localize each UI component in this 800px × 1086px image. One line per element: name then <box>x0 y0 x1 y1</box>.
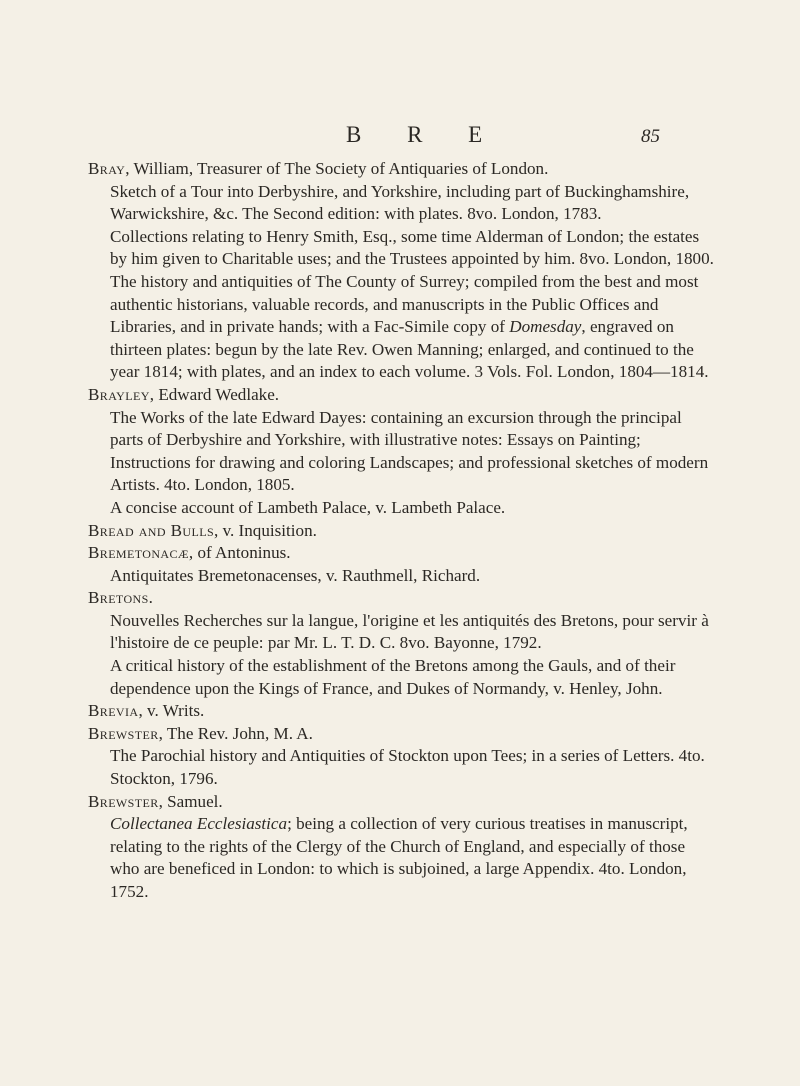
work-item: The Parochial history and Antiquities of Stockton upon Tees; in a series of Letters. 4to. Stockton, 1796. <box>110 746 705 789</box>
entry-bray <box>88 158 718 384</box>
entry-heading-name: Brewster <box>88 723 159 743</box>
entry-heading-name: Brayley <box>88 384 150 404</box>
work-item: The history and antiquities of The County of Surrey; compiled from the best and most authentic historians, valuable records, and manuscripts in the Public Offices and Libraries, and in private hands; with a Fac-Simile copy of Domesday, engraved on thirteen plates: begun by the late Rev. Owen Manning; enlarged, and continued to the year 1814; with plates, and an index to each volume. 3 Vols. Fol. London, 1804—1814. <box>110 271 709 382</box>
entry-bread-and-bulls <box>88 520 718 543</box>
entry-heading-name: Brewster <box>88 791 159 811</box>
entry-brewster-samuel <box>88 791 718 904</box>
entry-heading-name: Bretons <box>88 588 149 608</box>
work-item: Collectanea Ecclesiastica; being a collection of very curious treatises in manuscript, relating to the rights of the Clergy of the Church of England, and especially of those who are beneficed in London: to which is subjoined, a large Appendix. 4to. London, 1752. <box>110 814 688 901</box>
entry-heading: Bretons. <box>88 588 153 608</box>
entry-heading: Bread and Bulls, v. Inquisition. <box>88 520 317 540</box>
work-item: Collections relating to Henry Smith, Esq., some time Alderman of London; the estates by him given to Charitable uses; and the Trustees appointed by him. 8vo. London, 1800. <box>110 226 714 269</box>
work-item: Nouvelles Recherches sur la langue, l'origine et les antiquités des Bretons, pour servir à l'histoire de ce peuple: par Mr. L. T. D. C. 8vo. Bayonne, 1792. <box>110 610 709 653</box>
italic-title: Collectanea Ecclesiastica <box>110 814 288 834</box>
running-head-letters: B R E <box>346 122 503 147</box>
work-item: A critical history of the establishment of the Bretons among the Gauls, and of their dependence upon the Kings of France, and Dukes of Normandy, v. Henley, John. <box>110 656 676 698</box>
work-item: The Works of the late Edward Dayes: containing an excursion through the principal parts of Derbyshire and Yorkshire, with illustrative notes: Essays on Painting; Instructions for drawing and coloring Landscapes; and professional sketches of modern Artists. 4to. London, 1805. <box>110 407 709 495</box>
entry-bretons <box>88 587 718 700</box>
entry-bremetonacae <box>88 542 718 587</box>
entry-heading: Brayley, Edward Wedlake. <box>88 384 280 404</box>
entry-brayley <box>88 384 718 520</box>
entry-heading-name: Bread and Bulls <box>88 520 215 540</box>
italic-title: Domesday <box>509 317 582 337</box>
catalogue-entries <box>88 158 718 904</box>
entry-heading: Bray, William, Treasurer of The Society of Antiquaries of London. <box>88 159 549 178</box>
work-item: A concise account of Lambeth Palace, v. Lambeth Palace. <box>110 497 506 517</box>
entry-heading: Brevia, v. Writs. <box>88 701 205 721</box>
entry-heading-name: Bray <box>88 159 126 178</box>
work-item: Sketch of a Tour into Derbyshire, and Yorkshire, including part of Buckinghamshire, Warwickshire, &c. The Second edition: with plates. 8vo. London, 1783. <box>110 181 690 224</box>
entry-heading-name: Brevia <box>88 701 139 721</box>
entry-heading: Brewster, Samuel. <box>88 791 223 811</box>
entry-heading-name: Bremetonacæ <box>88 543 189 563</box>
entry-brewster-john <box>88 723 718 791</box>
work-item: Antiquitates Bremetonacenses, v. Rauthmell, Richard. <box>110 565 481 585</box>
entry-heading: Brewster, The Rev. John, M. A. <box>88 723 313 743</box>
entry-brevia <box>88 700 718 723</box>
running-head <box>0 122 800 152</box>
entry-heading: Bremetonacæ, of Antoninus. <box>88 543 291 563</box>
page-number: 85 <box>641 126 660 147</box>
